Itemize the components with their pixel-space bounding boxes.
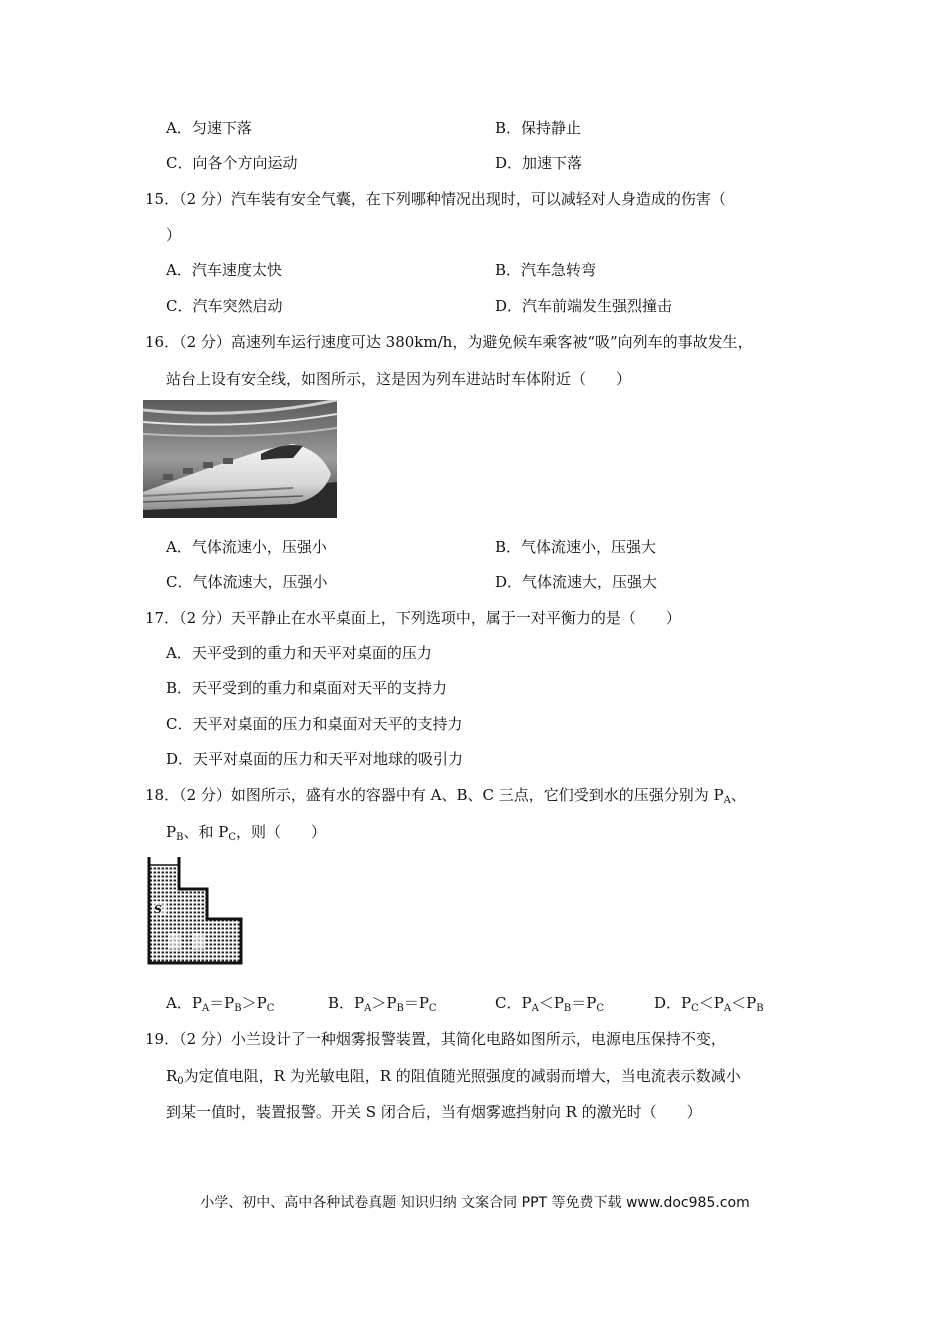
q16-stem-line-2: 站台上设有安全线，如图所示，这是因为列车进站时车体附近（ ） xyxy=(166,370,632,388)
q15-stem-line-1: 15．（2 分）汽车装有安全气囊，在下列哪种情况出现时，可以减轻对人身造成的伤害（ xyxy=(145,190,726,208)
q18-stem-line-1: 18．（2 分）如图所示，盛有水的容器中有 A、B、C 三点，它们受到水的压强分别为 $P_A$、 xyxy=(145,786,746,806)
q17-option-a: A．天平受到的重力和天平对桌面的压力 xyxy=(166,644,432,662)
q19-stem-line-3: 到某一值时，装置报警。开关 S 闭合后，当有烟雾遮挡射向 R 的激光时（ ） xyxy=(166,1103,702,1121)
q17-stem-line-1: 17．（2 分）天平静止在水平桌面上，下列选项中，属于一对平衡力的是（ ） xyxy=(145,609,681,627)
q16-option-b: B．气体流速小，压强大 xyxy=(495,538,657,556)
q18-option-a: A．$P_A=P_B>P_C$ xyxy=(166,994,275,1014)
q19-stem-line-2: $R_0$为定值电阻，R 为光敏电阻，R 的阻值随光照强度的减弱而增大，当电流表示数减小 xyxy=(166,1067,741,1087)
q18-option-c: C．$P_A<P_B=P_C$ xyxy=(495,994,605,1014)
q14-option-a: A．匀速下落 xyxy=(166,119,252,137)
q16-option-d: D．气体流速大，压强大 xyxy=(495,573,658,591)
q15-option-a: A．汽车速度太快 xyxy=(166,261,282,279)
q18-option-b: B．$P_A>P_B=P_C$ xyxy=(328,994,437,1014)
q14-option-b: B．保持静止 xyxy=(495,119,582,137)
q15-stem-line-2: ） xyxy=(166,226,182,244)
high-speed-train-photo xyxy=(143,400,337,518)
q14-option-c: C．向各个方向运动 xyxy=(166,154,298,172)
q15-option-c: C．汽车突然启动 xyxy=(166,297,283,315)
q18-stem-line-2: $P_B$、和 $P_C$，则（ ） xyxy=(166,823,326,843)
q16-option-c: C．气体流速大，压强小 xyxy=(166,573,328,591)
q19-stem-line-1: 19．（2 分）小兰设计了一种烟雾报警装置，其简化电路如图所示，电源电压保持不变， xyxy=(145,1030,726,1048)
q16-stem-line-1: 16．（2 分）高速列车运行速度可达 380km/h，为避免候车乘客被“吸”向列车的事故发生， xyxy=(145,333,753,351)
q15-option-b: B．汽车急转弯 xyxy=(495,261,597,279)
svg-text:S: S xyxy=(154,903,162,916)
q18-option-d: D．$P_C<P_A<P_B$ xyxy=(654,994,764,1014)
page-footer: 小学、初中、高中各种试卷真题 知识归纳 文案合同 PPT 等免费下载 www.doc985.com xyxy=(200,1195,750,1211)
q15-option-d: D．汽车前端发生强烈撞击 xyxy=(495,297,673,315)
water-container-diagram xyxy=(145,855,247,967)
q14-option-d: D．加速下落 xyxy=(495,154,583,172)
q17-option-b: B．天平受到的重力和桌面对天平的支持力 xyxy=(166,679,448,697)
q16-option-a: A．气体流速小，压强小 xyxy=(166,538,327,556)
q17-option-c: C．天平对桌面的压力和桌面对天平的支持力 xyxy=(166,715,463,733)
q17-option-d: D．天平对桌面的压力和天平对地球的吸引力 xyxy=(166,750,464,768)
